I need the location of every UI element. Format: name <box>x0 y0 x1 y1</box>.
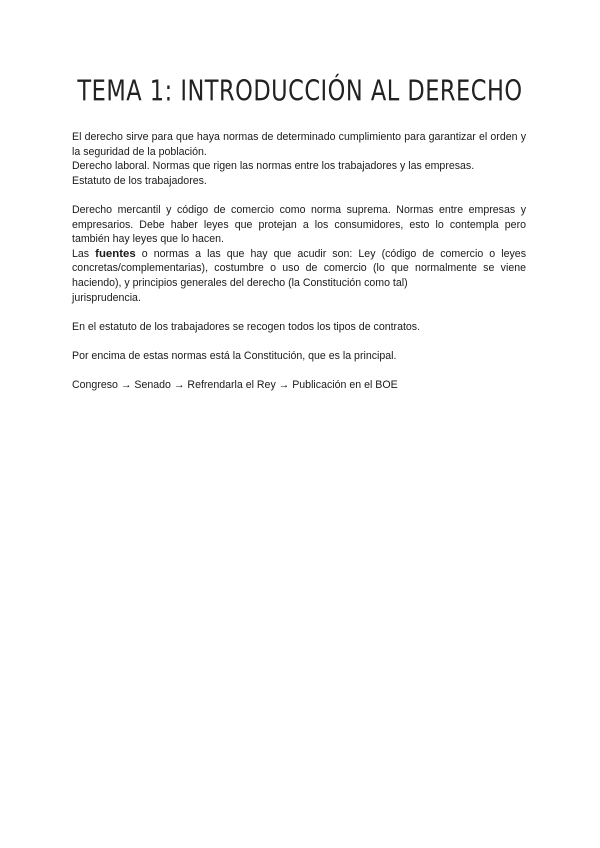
paragraph-contratos: En el estatuto de los trabajadores se recogen todos los tipos de contratos. <box>72 320 421 333</box>
spacer <box>72 188 526 203</box>
spacer <box>72 305 526 320</box>
paragraph-estatuto: Estatuto de los trabajadores. <box>72 174 207 187</box>
spacer <box>72 364 526 379</box>
paragraph-derecho-definicion: El derecho sirve para que haya normas de determinado cumplimiento para garantizar el orden y la seguridad de la población. <box>72 131 526 158</box>
document-body <box>72 130 526 393</box>
paragraph-proceso-legislativo: Congreso → Senado → Refrendarla el Rey → Publicación en el BOE <box>72 379 398 392</box>
paragraph-jurisprudencia: jurisprudencia. <box>72 291 141 304</box>
paragraph-constitucion: Por encima de estas normas está la Constitución, que es la principal. <box>72 349 397 362</box>
paragraph-derecho-laboral: Derecho laboral. Normas que rigen las normas entre los trabajadores y las empresas. <box>72 160 475 173</box>
page-title: TEMA 1: INTRODUCCIÓN AL DERECHO <box>77 74 523 108</box>
paragraph-derecho-mercantil: Derecho mercantil y código de comercio como norma suprema. Normas entre empresas y empresarios. Debe haber leyes que protejan a los consumidores, esto lo contempla pero también hay leyes que lo hacen. <box>72 203 526 246</box>
spacer <box>72 334 526 349</box>
fuentes-post: o normas a las que hay que acudir son: Ley (código de comercio o leyes concretas/complementarias), costumbre o uso de comercio (lo que normalmente se viene haciendo), y principios generales del derecho (la Constitución como tal) <box>72 247 526 289</box>
paragraph-fuentes <box>72 247 526 291</box>
fuentes-bold: fuentes <box>95 247 136 260</box>
fuentes-pre: Las <box>72 247 96 260</box>
